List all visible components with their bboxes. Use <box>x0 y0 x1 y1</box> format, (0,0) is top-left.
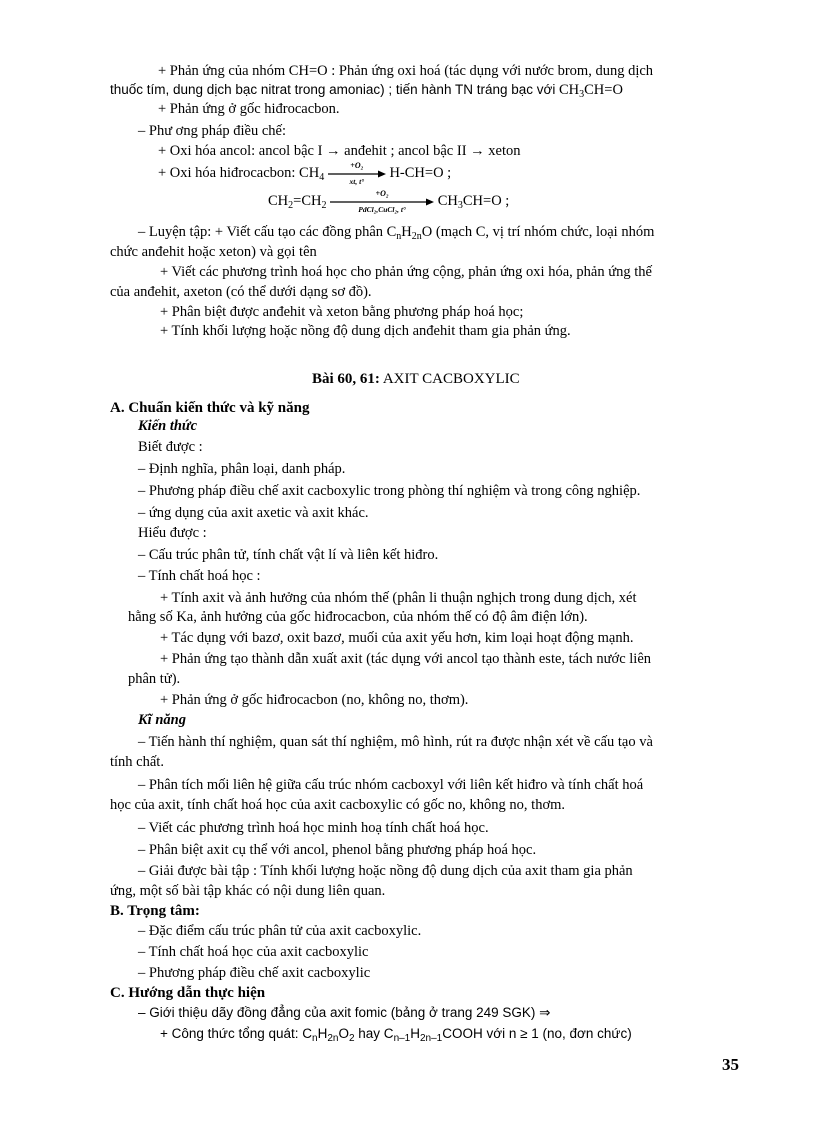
text-line: – Tiến hành thí nghiệm, quan sát thí nghiệm, mô hình, rút ra được nhận xét về cấu tạo và <box>138 734 653 750</box>
text-line: – Phương pháp điều chế axit cacboxylic <box>138 965 371 981</box>
text-line: ứng, một số bài tập khác có nội dung liên quan. <box>110 883 386 899</box>
text-line: – Tính chất hoá học : <box>138 568 261 584</box>
subsection-heading: Kĩ năng <box>138 712 186 728</box>
text-line: + Phản ứng tạo thành dẫn xuất axit (tác dụng với ancol tạo thành este, tách nước liên <box>160 651 652 667</box>
text-line: – Luyện tập: + Viết cấu tạo các đồng phân $C_nH_{2n}O$ (mạch C, vị trí nhóm chức, loại nhóm <box>138 224 655 242</box>
text-line: – Phân biệt axit cụ thể với ancol, phenol bằng phương pháp hoá học. <box>138 842 537 858</box>
text-line: – Phân tích mối liên hệ giữa cấu trúc nhóm cacboxyl với liên kết hiđro và tính chất hoá <box>138 777 644 793</box>
section-heading: B. Trọng tâm: <box>110 903 200 919</box>
text-line: + Phản ứng của nhóm CH=O : Phản ứng oxi hoá (tác dụng với nước brom, dung dịch <box>158 63 654 79</box>
text-line: – Giới thiệu dãy đồng đẳng của axit fomic (bảng ở trang 249 SGK) ⇒ <box>138 1005 551 1020</box>
text-line: học của axit, tính chất hoá học của axit cacboxylic có gốc no, không no, thơm. <box>110 797 566 813</box>
text-line: + Tính khối lượng hoặc nồng độ dung dịch anđehit tham gia phản ứng. <box>160 323 571 339</box>
equation-line: $CH_2=CH_2$ +O₂ PdCl₂,CuCl₂, t° $CH_3CH=O$ ; <box>268 188 510 214</box>
section-heading: C. Hướng dẫn thực hiện <box>110 985 266 1001</box>
text-line: – Phư ơng pháp điều chế: <box>138 123 287 139</box>
text-line: + Phản ứng ở gốc hiđrocacbon (no, không no, thơm). <box>160 692 469 708</box>
text-line: phân tử). <box>128 671 181 687</box>
text-line: – Định nghĩa, phân loại, danh pháp. <box>138 461 346 477</box>
text-line: tính chất. <box>110 754 164 770</box>
text-line: + Phân biệt được anđehit và xeton bằng phương pháp hoá học; <box>160 304 524 320</box>
text-line: + Phản ứng ở gốc hiđrocacbon. <box>158 101 340 117</box>
text-line: của anđehit, axeton (có thể dưới dạng sơ đồ). <box>110 284 372 300</box>
text-line: + Oxi hóa ancol: ancol bậc I → anđehit ; ancol bậc II → xeton <box>158 143 521 159</box>
text-line: – Đặc điểm cấu trúc phân tử của axit cacboxylic. <box>138 923 422 939</box>
formula-line: + Công thức tổng quát: $C_nH_{2n}O_2$ hay $C_{n-1}H_{2n-1}COOH$ với n ≥ 1 (no, đơn chức) <box>160 1026 632 1044</box>
text-line: – Cấu trúc phân tử, tính chất vật lí và liên kết hiđro. <box>138 547 439 563</box>
text-line: chức anđehit hoặc xeton) và gọi tên <box>110 244 317 260</box>
text-line: – Giải được bài tập : Tính khối lượng hoặc nồng độ dung dịch của axit tham gia phản <box>138 863 633 879</box>
reaction-arrow: +O₂ xt, t° <box>328 170 386 178</box>
text-line: – ứng dụng của axit axetic và axit khác. <box>138 505 369 521</box>
text-line: + Viết các phương trình hoá học cho phản ứng cộng, phản ứng oxi hóa, phản ứng thế <box>160 264 652 280</box>
text-line: thuốc tím, dung dịch bạc nitrat trong amoniac) ; tiến hành TN tráng bạc với $CH_3CH=O$ <box>110 82 623 100</box>
formula: $CH_3CH=O$ <box>558 82 623 100</box>
reaction-arrow: +O₂ PdCl₂,CuCl₂, t° <box>330 198 434 206</box>
text-line: + Tính axit và ảnh hưởng của nhóm thế (phân li thuận nghịch trong dung dịch, xét <box>160 590 637 606</box>
equation-line: + Oxi hóa hiđrocacbon: $CH_4$ +O₂ xt, t° H-CH=O ; <box>158 160 452 186</box>
page-number: 35 <box>722 1055 739 1074</box>
text-line: – Viết các phương trình hoá học minh hoạ tính chất hoá học. <box>138 820 489 836</box>
text-line: + Tác dụng với bazơ, oxit bazơ, muối của axit yếu hơn, kim loại hoạt động mạnh. <box>160 630 634 646</box>
text-line: hằng số Ka, ảnh hưởng của gốc hiđrocacbon, của nhóm thế có độ âm điện lớn). <box>128 609 588 625</box>
lesson-title: Bài 60, 61: AXIT CACBOXYLIC <box>312 371 520 387</box>
text-line: – Tính chất hoá học của axit cacboxylic <box>138 944 369 960</box>
section-heading: A. Chuẩn kiến thức và kỹ năng <box>110 400 310 416</box>
text-line: Biết được : <box>138 439 203 455</box>
text-line: Hiểu được : <box>138 525 207 541</box>
subsection-heading: Kiến thức <box>138 418 198 434</box>
text-line: – Phương pháp điều chế axit cacboxylic trong phòng thí nghiệm và trong công nghiệp. <box>138 483 641 499</box>
